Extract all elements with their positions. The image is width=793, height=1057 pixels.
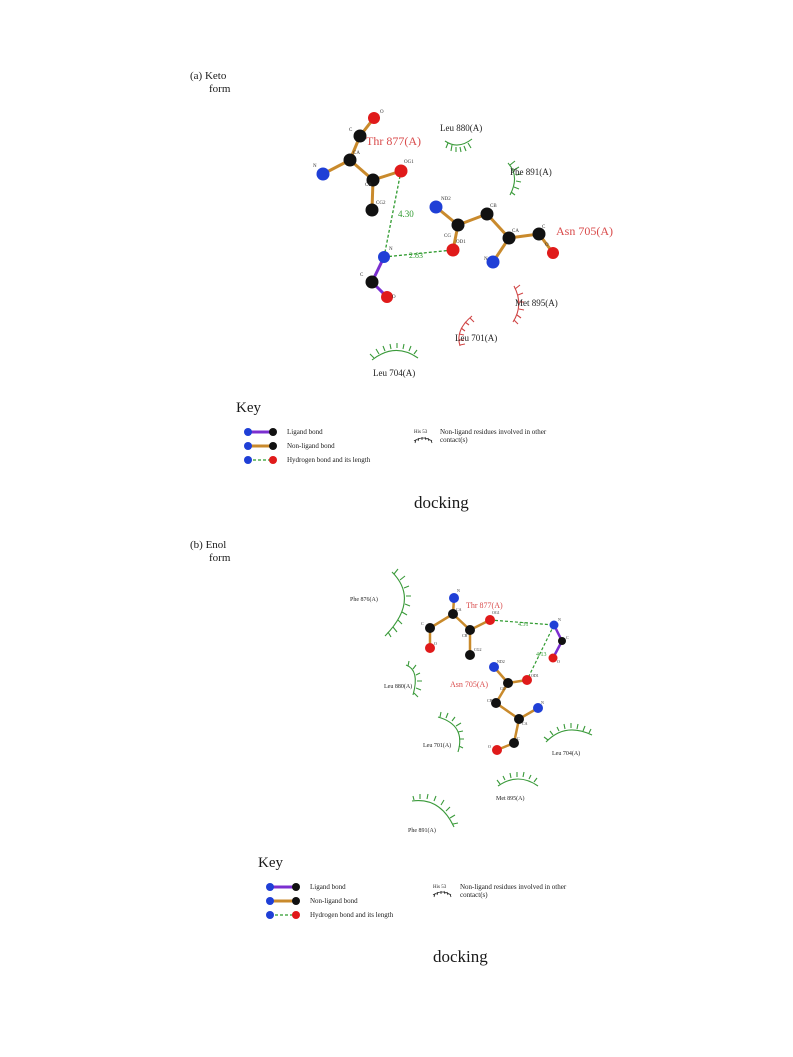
ligand-atom-n: [378, 251, 390, 263]
key-atom-n: [266, 897, 274, 905]
key-atom-c: [269, 428, 277, 436]
key-atom-c: [292, 897, 300, 905]
atom-og1: [395, 165, 408, 178]
atom-od1: [447, 244, 460, 257]
panel-a-caption: docking: [414, 493, 469, 512]
ligand-atom-c: [558, 637, 566, 645]
atom-label: CB: [490, 204, 497, 209]
panel-b-diagram: [350, 569, 592, 834]
atom-label: CG2: [474, 647, 482, 652]
atom-n: [487, 256, 500, 269]
atom-label: N: [484, 257, 488, 262]
residue-label-leu704: Leu 704(A): [552, 751, 581, 757]
atom-label: OD1: [531, 673, 539, 678]
atom-cb: [491, 698, 501, 708]
hydrophobic-arc-leu880: [406, 661, 422, 697]
atom-label: CG: [500, 686, 506, 691]
atom-c: [354, 130, 367, 143]
key-atom-o: [269, 456, 277, 464]
residue-label-leu701: Leu 701(A): [455, 333, 498, 343]
key-a-res-sample: His 53: [414, 430, 428, 435]
key-a-nonligand-bond: Non-ligand bond: [287, 442, 335, 450]
atom-label: CB: [462, 633, 468, 638]
hydrophobic-arc-leu704: [370, 343, 418, 360]
key-a-title: Key: [236, 400, 261, 416]
atom-o: [492, 745, 502, 755]
key-atom-n: [244, 442, 252, 450]
atom-label: OD1: [456, 240, 466, 245]
atom-label: O: [434, 641, 437, 646]
atom-label: ND2: [441, 197, 451, 202]
key-a-res-desc: Non-ligand residues involved in other contact(s): [440, 428, 547, 444]
atom-cg: [452, 219, 465, 232]
atom-label: N: [457, 588, 460, 593]
residue-label-met895: Met 895(A): [515, 298, 558, 308]
panel-a-subtitle: form: [209, 83, 231, 95]
panel-b-caption: docking: [433, 947, 488, 966]
atoms-a: [317, 112, 560, 303]
panel-a-title: (a) Keto: [190, 70, 227, 82]
hbonds-b: [490, 620, 554, 680]
atom-label: CB: [365, 183, 372, 188]
key-a-hbond: Hydrogen bond and its length: [287, 456, 371, 464]
atom-label: C: [542, 225, 546, 230]
key-b-hbond: Hydrogen bond and its length: [310, 911, 394, 919]
atom-label: C: [349, 128, 353, 133]
atom-o: [368, 112, 380, 124]
atom-label: O: [545, 243, 549, 248]
residue-label-phe876: Phe 876(A): [350, 597, 378, 603]
hydrophobic-arc-phe891: [412, 794, 458, 827]
key-atom-n: [266, 911, 274, 919]
atom-label: O: [392, 295, 396, 300]
atom-n: [449, 593, 459, 603]
hbond-distance-b2: 4.13: [536, 652, 547, 658]
residue-label-thr877: Thr 877(A): [366, 134, 421, 148]
panel-b-subtitle: form: [209, 552, 231, 564]
residue-label-phe891: Phe 891(A): [408, 828, 436, 834]
key-b-nonligand-bond: Non-ligand bond: [310, 897, 358, 905]
atom-label: CG2: [376, 201, 386, 206]
atom-label: OG1: [404, 160, 414, 165]
key-atom-n: [244, 456, 252, 464]
atom-label: N: [541, 700, 544, 705]
key-a-ligand-bond: Ligand bond: [287, 428, 323, 436]
atom-label: O: [557, 659, 560, 664]
hydrophobic-arc-phe876: [385, 569, 411, 637]
residue-label-leu704: Leu 704(A): [373, 368, 416, 378]
key-b-title: Key: [258, 855, 283, 871]
residue-label-leu880: Leu 880(A): [440, 123, 483, 133]
key-b-ligand-bond: Ligand bond: [310, 883, 346, 891]
hydrophobic-arc-met895: [497, 772, 538, 786]
atom-label: ND2: [497, 659, 505, 664]
hydrophobic-arc-leu704: [544, 723, 592, 742]
atom-label: CA: [522, 721, 528, 726]
key-b-res-sample: His 53: [433, 885, 447, 890]
residue-label-met895: Met 895(A): [496, 796, 525, 802]
atom-label: N: [558, 617, 561, 622]
atom-og1: [485, 615, 495, 625]
atom-nd2: [430, 201, 443, 214]
key-atom-n: [244, 428, 252, 436]
atom-label: C: [517, 736, 520, 741]
residue-label-thr877: Thr 877(A): [466, 601, 503, 610]
atom-label: O: [488, 744, 491, 749]
residue-label-leu880: Leu 880(A): [384, 684, 413, 690]
key-residue-arc-icon: [414, 437, 432, 443]
atom-label: CA: [512, 229, 519, 234]
atom-cb: [481, 208, 494, 221]
residue-label-asn705: Asn 705(A): [556, 224, 613, 238]
panel-b-title: (b) Enol: [190, 539, 227, 551]
hydrophobic-arc-leu880: [445, 139, 472, 152]
atom-label: CB: [487, 698, 493, 703]
atom-label: N: [389, 247, 393, 252]
atom-label: CA: [353, 151, 360, 156]
key-atom-o: [292, 911, 300, 919]
atom-n: [317, 168, 330, 181]
residue-label-asn705: Asn 705(A): [450, 680, 488, 689]
atom-label: O: [380, 110, 384, 115]
key-b-res-desc: Non-ligand residues involved in other contact(s): [460, 883, 567, 899]
hbond-distance-a2: 2.83: [409, 251, 423, 260]
atom-label: N: [313, 164, 317, 169]
residue-label-leu701: Leu 701(A): [423, 743, 452, 749]
ligand-atom-c: [366, 276, 379, 289]
hbond-distance-a1: 4.30: [398, 209, 414, 219]
residue-label-phe891: Phe 891(A): [510, 167, 552, 177]
atom-c: [425, 623, 435, 633]
key-atom-c: [292, 883, 300, 891]
atom-label: OG1: [492, 610, 500, 615]
atom-label: CA: [456, 607, 462, 612]
panel-b-label: [190, 539, 230, 565]
atom-label: C: [421, 621, 424, 626]
atom-o: [547, 247, 559, 259]
panel-a-diagram: [313, 110, 613, 378]
key-atom-c: [269, 442, 277, 450]
atom-label: C: [566, 635, 569, 640]
hbond-distance-b1: 4.31: [518, 622, 529, 628]
key-atom-n: [266, 883, 274, 891]
atom-label: CG: [444, 234, 451, 239]
atom-label: C: [360, 273, 364, 278]
